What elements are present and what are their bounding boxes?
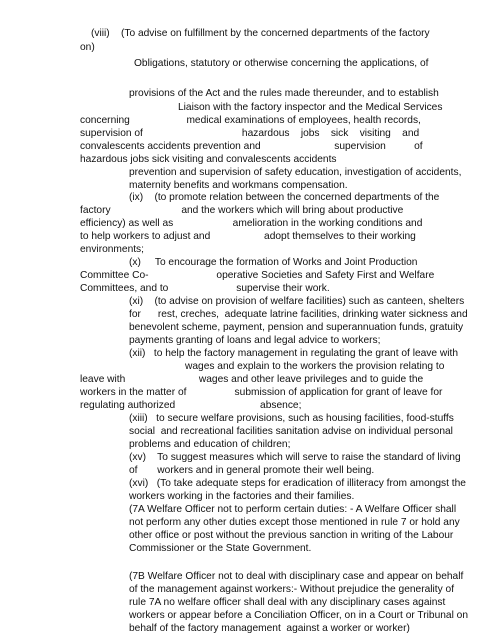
text-line: to help workers to adjust and adopt themselves to their working [80,231,416,242]
text-line: (viii) (To advise on fulfillment by the concerned departments of the factory [91,28,430,39]
text-line: problems and education of children; [129,439,291,450]
text-line: leave with wages and other leave privileges and to guide the [80,374,424,385]
text-line: of workers and in general promote their well being. [129,465,375,476]
text-line: rule 7A no welfare officer shall deal with any disciplinary cases against [129,597,446,608]
text-line: payments granting of loans and legal advice to workers; [129,335,381,346]
text-line: Commissioner or the State Government. [129,543,312,554]
text-line: (xii) to help the factory management in regulating the grant of leave with [129,348,459,359]
text-line: (7A Welfare Officer not to perform certain duties: - A Welfare Officer shall [129,504,457,515]
text-line: Committees, and to supervise their work. [80,283,330,294]
text-line: Liaison with the factory inspector and the Medical Services [178,102,443,113]
text-line: (xi) (to advise on provision of welfare facilities) such as canteen, shelters [129,296,465,307]
text-line: maternity benefits and workmans compensation. [129,180,348,191]
text-line: not perform any other duties except those mentioned in rule 7 or hold any [129,517,460,528]
text-line: other office or post without the previous sanction in writing of the Labour [129,530,454,541]
text-line: convalescents accidents prevention and supervision of [80,141,423,152]
text-line: wages and explain to the workers the provision relating to [185,361,445,372]
text-line: (xvi) (To take adequate steps for eradication of illiteracy from amongst the [129,478,466,489]
text-line: Committee Co- operative Societies and Safety First and Welfare [80,270,435,281]
text-line: workers working in the factories and their families. [129,491,355,502]
text-line: prevention and supervision of safety education, investigation of accidents, [129,167,462,178]
text-line: of the management against workers:- Without prejudice the generality of [129,584,455,595]
text-line: factory and the workers which will bring about productive [80,205,404,216]
text-line: benevolent scheme, payment, pension and superannuation funds, gratuity [129,322,464,333]
text-line: concerning medical examinations of employees, health records, [80,115,421,126]
text-line: on) [80,42,95,53]
text-line: environments; [80,244,144,255]
text-line: (x) To encourage the formation of Works and Joint Production [129,257,418,268]
text-line: social and recreational facilities sanitation advise on individual personal [129,426,453,437]
text-line: for rest, creches, adequate latrine facilities, drinking water sickness and [129,309,468,320]
text-line: workers in the matter of submission of application for grant of leave for [80,387,443,398]
text-line: regulating authorized absence; [80,400,302,411]
text-line: hazardous jobs sick visiting and convalescents accidents [80,154,337,165]
text-line: provisions of the Act and the rules made thereunder, and to establish [129,88,439,99]
text-line: (xiii) to secure welfare provisions, such as housing facilities, food-stuffs [129,413,454,424]
text-line: supervision of hazardous jobs sick visiting and [80,128,420,139]
text-line: workers or appear before a Conciliation Officer, on in a Court or Tribunal on [129,610,469,621]
text-line: behalf of the factory management against a worker or worker) [129,623,410,634]
text-line: (xv) To suggest measures which will serve to raise the standard of living [129,452,461,463]
text-line: efficiency) as well as amelioration in the working conditions and [80,218,423,229]
text-line: Obligations, statutory or otherwise concerning the applications, of [134,58,429,69]
text-line: (7B Welfare Officer not to deal with disciplinary case and appear on behalf [129,571,464,582]
text-line: (ix) (to promote relation between the concerned departments of the [129,192,440,203]
